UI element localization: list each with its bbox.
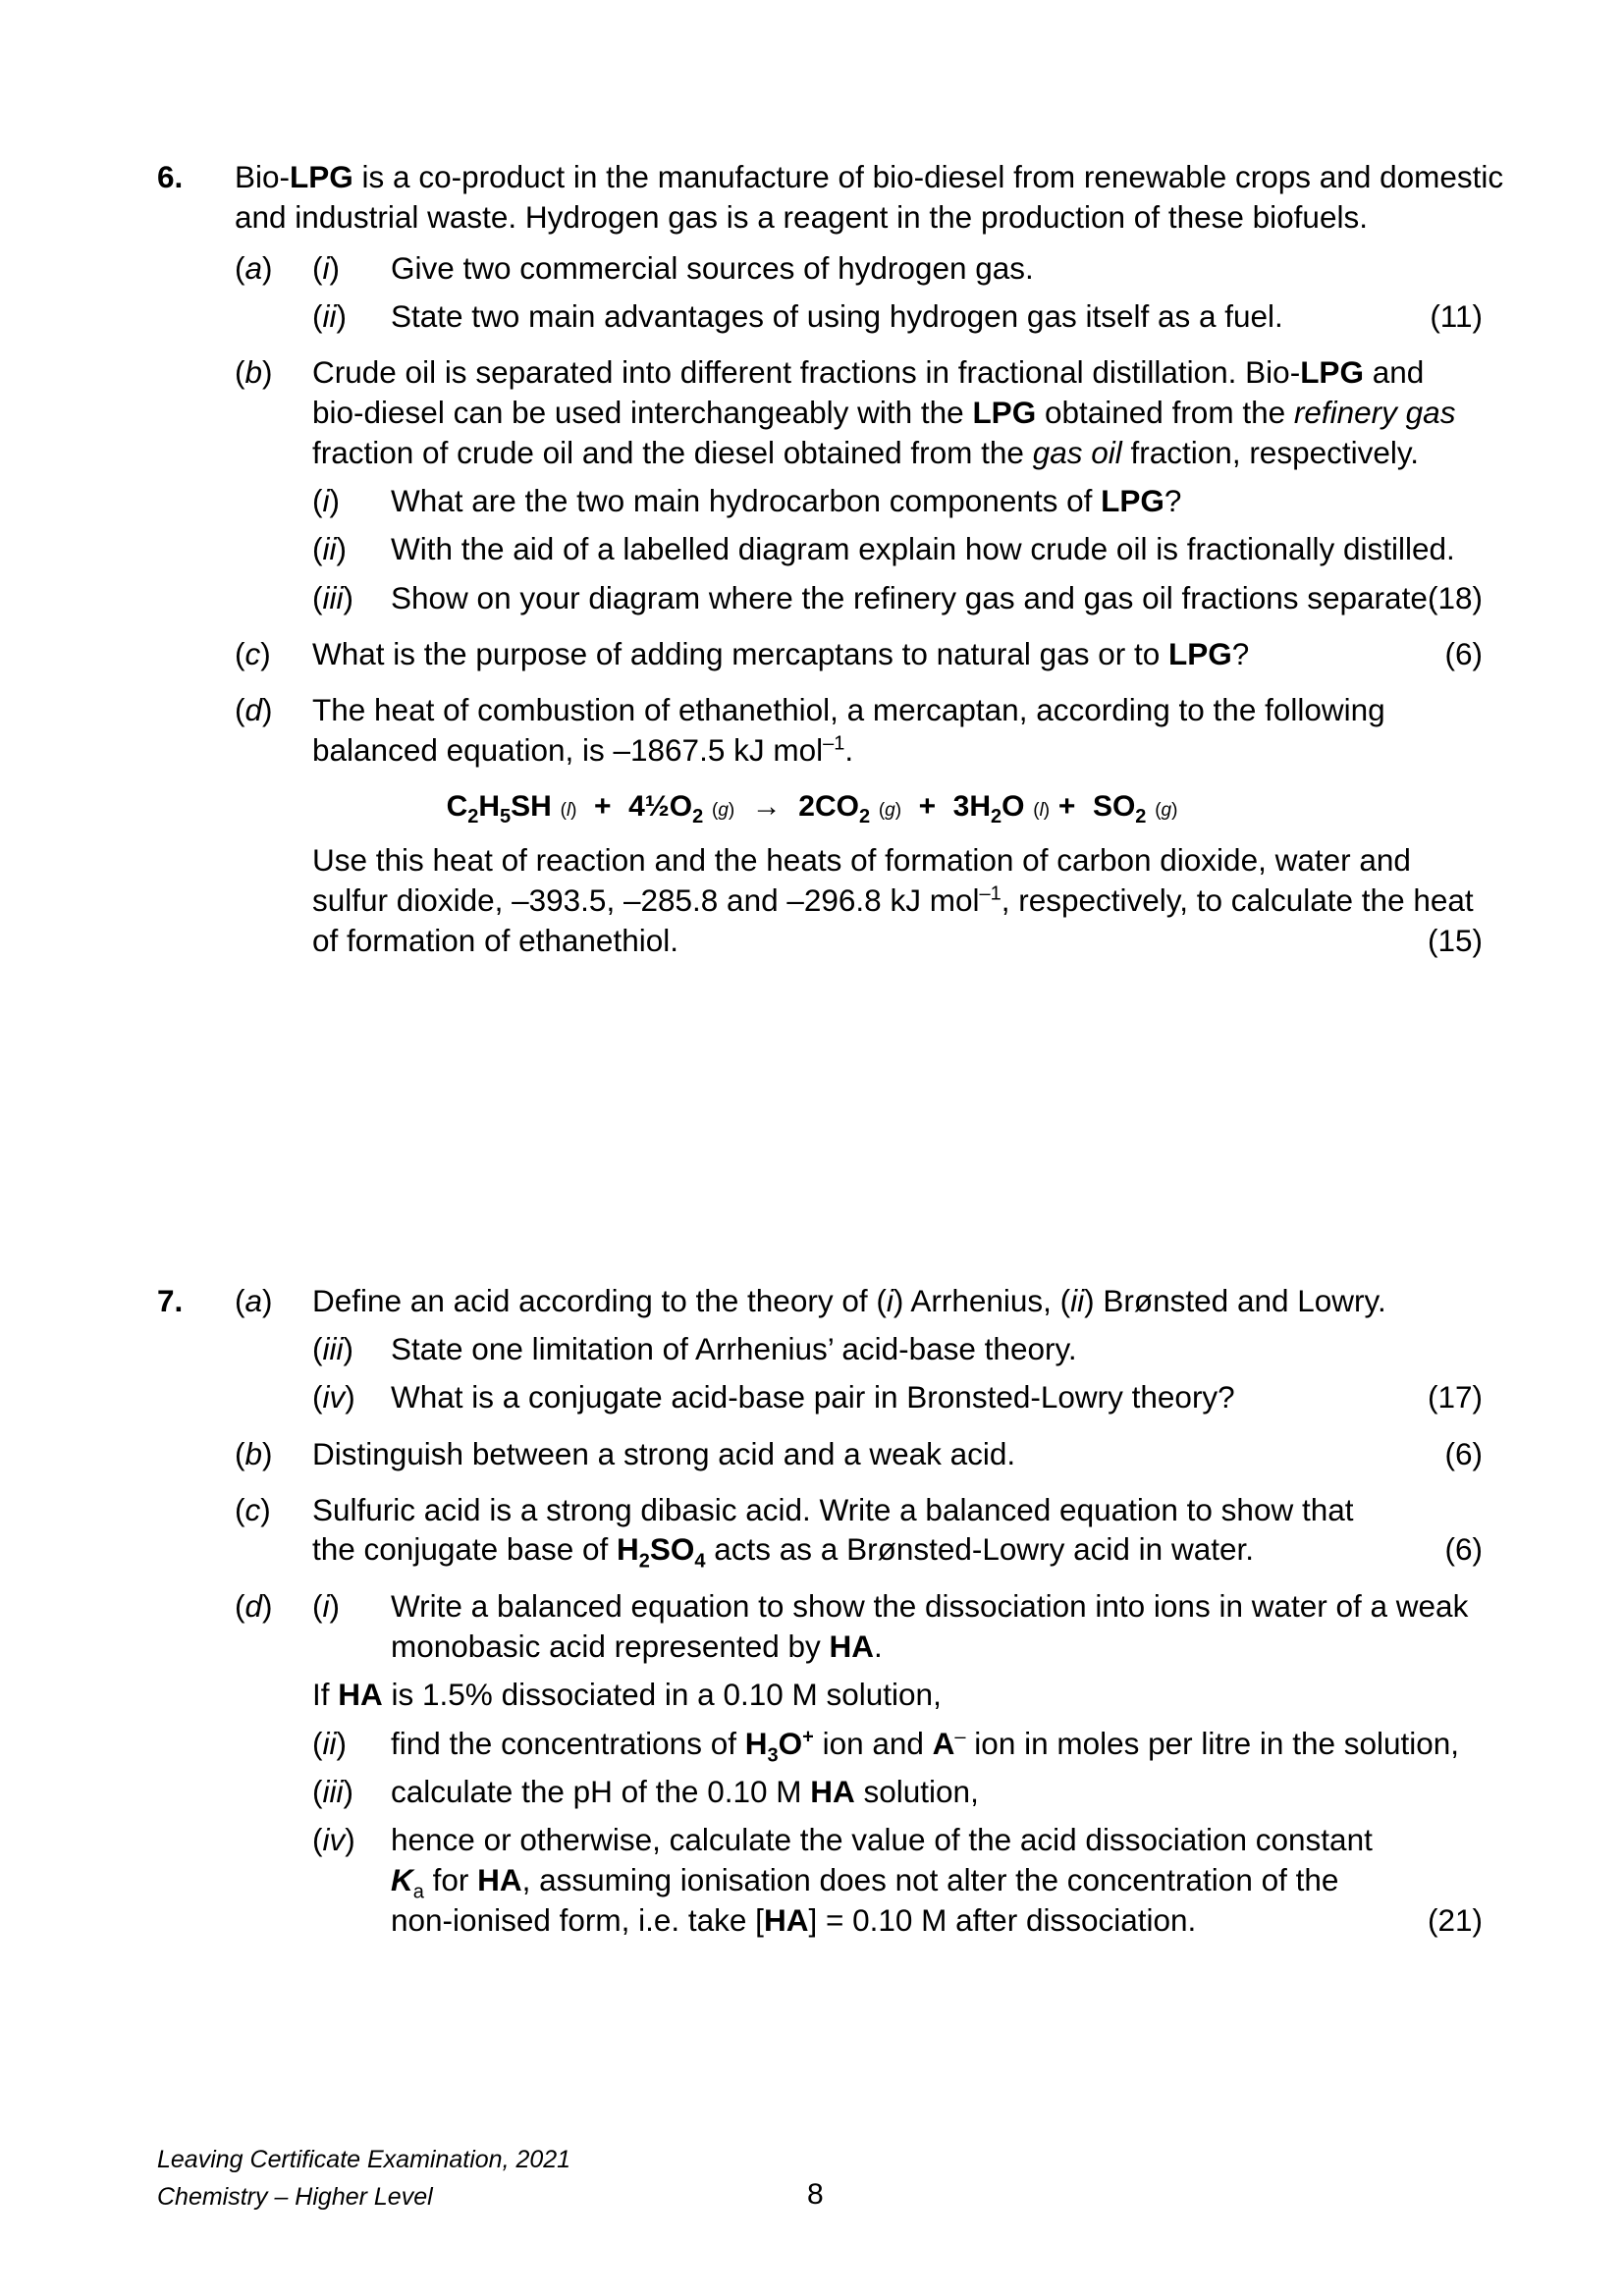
q6b-line-2: bio-diesel can be used interchangeably with the LPG obtained from the refinery gas — [312, 395, 1456, 430]
q7d-marks: (21) — [1427, 1902, 1483, 1938]
q7c-marks: (6) — [1444, 1531, 1483, 1567]
q6c-label: (c) — [235, 636, 271, 671]
q6c-text: What is the purpose of adding mercaptans to natural gas or to LPG? — [312, 636, 1250, 671]
q7a-iv-text: What is a conjugate acid-base pair in Bronsted-Lowry theory? — [391, 1379, 1235, 1415]
q7c-line-1: Sulfuric acid is a strong dibasic acid. Write a balanced equation to show that — [312, 1492, 1354, 1527]
q7a-iv-label: (iv) — [312, 1379, 355, 1415]
q7a-label: (a) — [235, 1283, 273, 1318]
question-7-number: 7. — [157, 1283, 184, 1318]
q6d-label: (d) — [235, 692, 273, 727]
q7b-text: Distinguish between a strong acid and a weak acid. — [312, 1436, 1016, 1471]
q7d-condition: If HA is 1.5% dissociated in a 0.10 M solution, — [312, 1677, 942, 1712]
q7b-label: (b) — [235, 1436, 273, 1471]
q6c-marks: (6) — [1444, 636, 1483, 671]
q6-intro-line-1: Bio-LPG is a co-product in the manufacture of bio-diesel from renewable crops and domestic — [235, 159, 1504, 194]
page-number: 8 — [807, 2178, 824, 2211]
q6a-i-label: (i) — [312, 250, 340, 286]
q6d-line-5: of formation of ethanethiol. — [312, 923, 678, 958]
q6b-i-text: What are the two main hydrocarbon components of LPG? — [391, 483, 1182, 518]
q6d-line-4: sulfur dioxide, –393.5, –285.8 and –296.8 kJ mol$^{-1}$, respectively, to calculate the heat — [312, 882, 1474, 918]
q6b-ii-text: With the aid of a labelled diagram explain how crude oil is fractionally distilled. — [391, 531, 1455, 566]
q6a-marks: (11) — [1430, 298, 1483, 334]
q7d-iv-line-2: $K_a$ for HA, assuming ionisation does not alter the concentration of the — [391, 1862, 1339, 1903]
q7d-iii-label: (iii) — [312, 1774, 353, 1809]
q6d-line-2: balanced equation, is –1867.5 kJ mol$^{-1}$. — [312, 732, 854, 768]
q6d-line-1: The heat of combustion of ethanethiol, a mercaptan, according to the following — [312, 692, 1385, 727]
q7d-ii-label: (ii) — [312, 1726, 347, 1761]
q6b-marks: (18) — [1427, 580, 1483, 615]
q7c-line-2: the conjugate base of $H_2SO_4$ acts as a Brønsted-Lowry acid in water. — [312, 1531, 1254, 1573]
q7d-iv-label: (iv) — [312, 1822, 355, 1857]
q6a-label: (a) — [235, 250, 273, 286]
q7c-label: (c) — [235, 1492, 271, 1527]
q6-intro-line-2: and industrial waste. Hydrogen gas is a reagent in the production of these biofuels. — [235, 199, 1368, 235]
question-6-number: 6. — [157, 159, 184, 194]
q7d-ii-text: find the concentrations of $H_3O^+$ ion and A– ion in moles per litre in the solution, — [391, 1726, 1460, 1767]
q7d-iv-line-3: non-ionised form, i.e. take [HA] = 0.10 M after dissociation. — [391, 1902, 1197, 1938]
q6a-i-text: Give two commercial sources of hydrogen gas. — [391, 250, 1034, 286]
q7d-iii-text: calculate the pH of the 0.10 M HA solution, — [391, 1774, 979, 1809]
q6a-ii-text: State two main advantages of using hydrogen gas itself as a fuel. — [391, 298, 1283, 334]
q6b-ii-label: (ii) — [312, 531, 347, 566]
q6d-line-3: Use this heat of reaction and the heats of formation of carbon dioxide, water and — [312, 842, 1411, 878]
q7a-line-1: Define an acid according to the theory of (i) Arrhenius, (ii) Brønsted and Lowry. — [312, 1283, 1386, 1318]
q7a-iii-text: State one limitation of Arrhenius’ acid-base theory. — [391, 1331, 1077, 1366]
footer-subject: Chemistry – Higher Level — [157, 2183, 433, 2211]
q6b-i-label: (i) — [312, 483, 340, 518]
q7a-marks: (17) — [1427, 1379, 1483, 1415]
q7d-iv-line-1: hence or otherwise, calculate the value of the acid dissociation constant — [391, 1822, 1373, 1857]
q6b-iii-text: Show on your diagram where the refinery gas and gas oil fractions separate. — [391, 580, 1436, 615]
q6b-label: (b) — [235, 354, 273, 390]
q6d-marks: (15) — [1427, 923, 1483, 958]
q6b-line-1: Crude oil is separated into different fractions in fractional distillation. Bio-LPG and — [312, 354, 1425, 390]
q7d-i-line-2: monobasic acid represented by HA. — [391, 1629, 883, 1664]
q7b-marks: (6) — [1444, 1436, 1483, 1471]
q7d-label: (d) — [235, 1588, 273, 1624]
q7a-iii-label: (iii) — [312, 1331, 353, 1366]
q6a-ii-label: (ii) — [312, 298, 347, 334]
q6b-iii-label: (iii) — [312, 580, 353, 615]
q6b-line-3: fraction of crude oil and the diesel obtained from the gas oil fraction, respectively. — [312, 435, 1420, 470]
q7d-i-label: (i) — [312, 1588, 340, 1624]
combustion-equation: $C_2H_5SH$ $(l) + 4\frac{1}{2}O_2$ $(g) \to 2CO_2$ $(g) + 3H_2O$ $(l) + SO_2$ (g) — [446, 790, 1178, 828]
footer-exam-title: Leaving Certificate Examination, 2021 — [157, 2146, 571, 2173]
q7d-i-line-1: Write a balanced equation to show the dissociation into ions in water of a weak — [391, 1588, 1469, 1624]
